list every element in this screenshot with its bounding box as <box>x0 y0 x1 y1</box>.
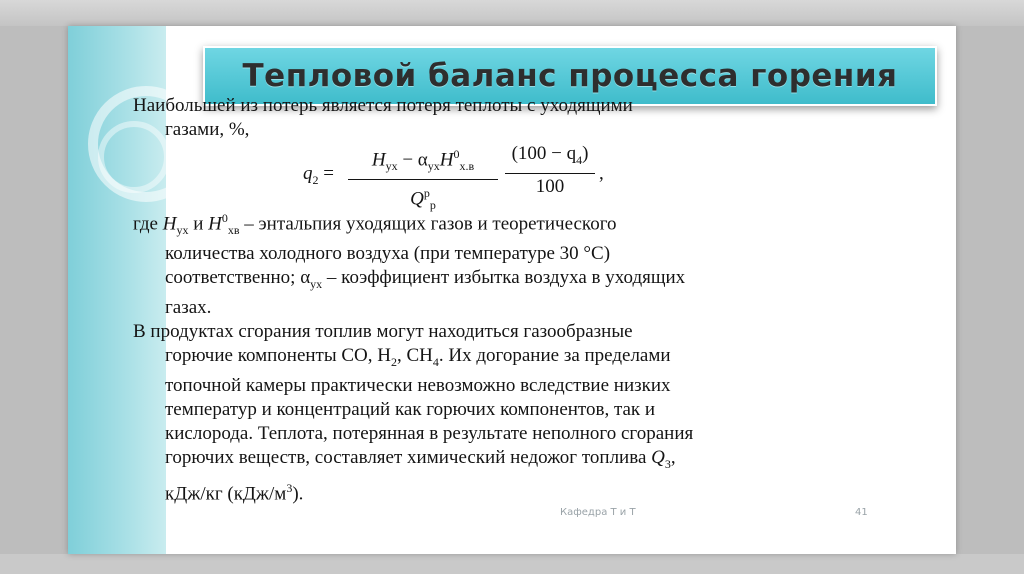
formula-comma: , <box>599 163 604 184</box>
footer-department: Кафедра Т и Т <box>560 507 636 518</box>
slide-content <box>133 94 873 506</box>
formula-q2 <box>133 142 873 213</box>
background-top <box>0 0 1024 26</box>
paragraph-2-line-3: соответственно; $\alpha_{ух}$ – коэффициент избытка воздуха в уходящих <box>165 267 686 291</box>
fraction-2-bar <box>505 173 595 174</box>
paragraph-1-line-1: Наибольшей из потерь является потеря теплоты с уходящими <box>133 95 633 116</box>
paragraph-3-line-2: горючие компоненты СО, $Н_2$, $СН_4$. Их догорание за пределами <box>165 344 671 369</box>
paragraph-3-line-5: кислорода. Теплота, потерянная в результате неполного сгорания <box>165 422 694 444</box>
fraction-1-numerator: $H_{ух} - \alpha_{ух}H^0_{х.в}$ <box>371 147 475 174</box>
paragraph-3-line-7: кДж/кг $(кДж/м^3)$. <box>165 480 304 504</box>
paragraph-3-line-4: температур и концентраций как горючих компонентов, так и <box>165 398 656 420</box>
paragraph-1 <box>133 94 873 142</box>
background-bottom <box>0 554 1024 574</box>
paragraph-2-line-4: газах. <box>165 296 212 318</box>
paragraph-3-line-1: В продуктах сгорания топлив могут находиться газообразные <box>133 320 633 342</box>
footer-page-number: 41 <box>855 507 868 518</box>
paragraph-2 <box>133 206 873 320</box>
formula-fraction-1 <box>348 142 498 217</box>
paragraph-2-line-1: где $H_{ух}$ и $H^0_{хв}$ – энтальпия уходящих газов и теоретического <box>133 211 617 238</box>
paragraph-2-line-2: количества холодного воздуха (при температуре 30 °С) <box>165 243 611 265</box>
fraction-1-bar <box>348 179 498 180</box>
paragraph-3-line-6: горючих веществ, составляет химический недожог топлива $Q_3$, <box>165 446 676 471</box>
fraction-1-denominator: $Q^р_р$ <box>410 186 436 213</box>
paragraph-3-line-3: топочной камеры практически невозможно вследствие низких <box>165 374 671 396</box>
paragraph-3 <box>133 320 873 506</box>
fraction-2-denominator: 100 <box>535 175 565 197</box>
paragraph-1-line-2: газами, %, <box>165 119 250 140</box>
slide-title: Тепловой баланс процесса горения <box>242 58 898 94</box>
formula-lhs: $q_2$ = <box>303 163 334 187</box>
formula-fraction-2 <box>505 142 595 199</box>
fraction-2-numerator: $(100 - q_4)$ <box>511 143 589 167</box>
